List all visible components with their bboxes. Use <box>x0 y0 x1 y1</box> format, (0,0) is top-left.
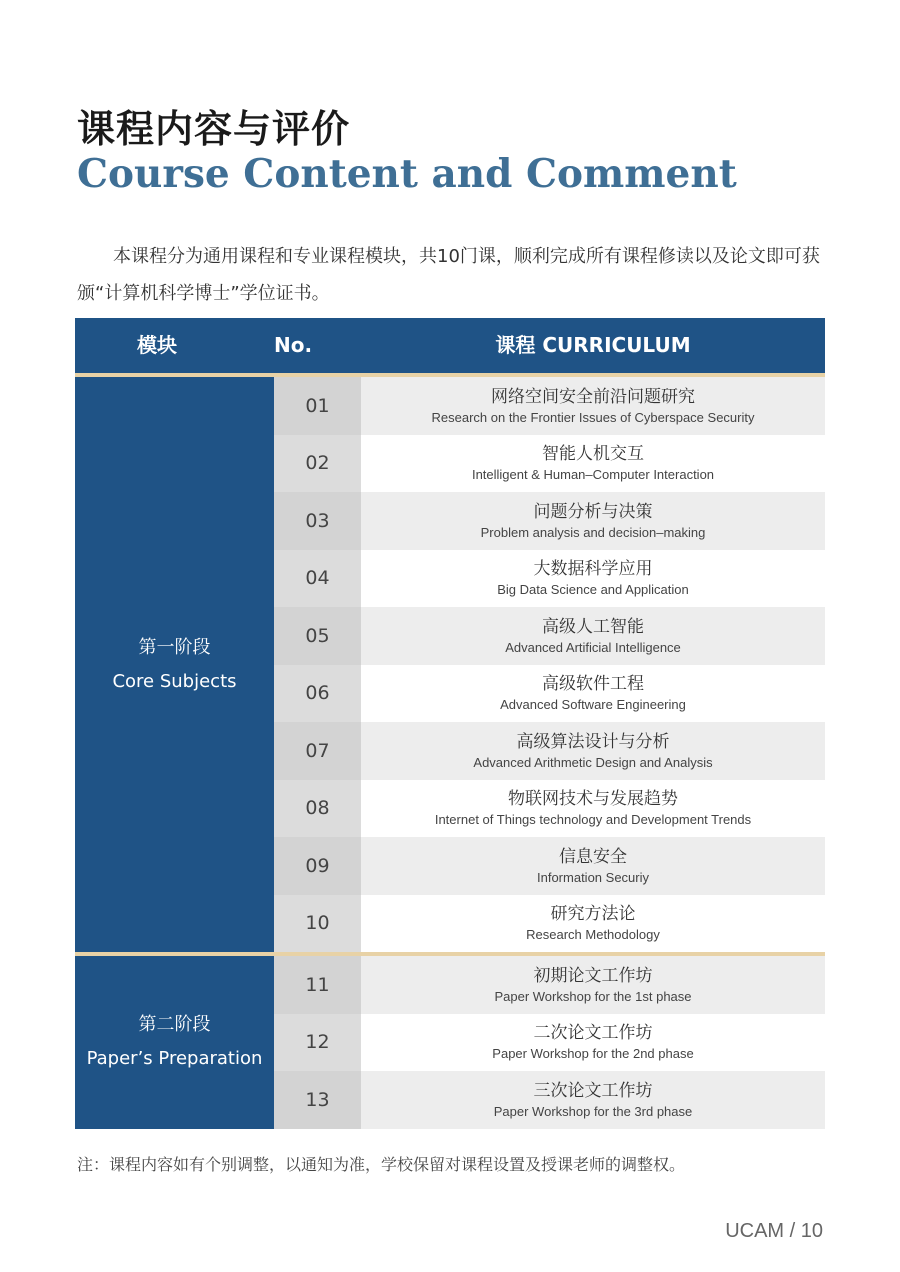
course-cell <box>361 722 825 780</box>
course-name-en: Information Securiy <box>537 869 649 885</box>
course-name-en: Advanced Software Engineering <box>500 697 686 713</box>
course-name-cn: 高级人工智能 <box>542 616 644 637</box>
row-number: 12 <box>274 1014 361 1072</box>
row-number: 03 <box>274 492 361 550</box>
course-name-cn: 大数据科学应用 <box>533 559 653 580</box>
group-label <box>75 377 274 952</box>
course-name-en: Advanced Artificial Intelligence <box>505 639 681 655</box>
group-label-cn: 第二阶段 <box>138 1014 211 1036</box>
course-cell <box>361 895 825 953</box>
table-row <box>274 837 825 895</box>
row-number: 10 <box>274 895 361 953</box>
course-name-cn: 二次论文工作坊 <box>533 1023 653 1044</box>
group-rows <box>274 956 825 1129</box>
course-name-en: Internet of Things technology and Development Trends <box>434 812 752 828</box>
course-name-en: Paper Workshop for the 1st phase <box>494 988 692 1004</box>
course-name-en: Advanced Arithmetic Design and Analysis <box>473 754 713 770</box>
table-row <box>274 1014 825 1072</box>
course-name-en: Research on the Frontier Issues of Cyberspace Security <box>431 409 755 425</box>
course-cell <box>361 665 825 723</box>
page-title-cn: 课程内容与评价 <box>77 107 351 151</box>
course-name-cn: 高级软件工程 <box>542 674 644 695</box>
table-row <box>274 435 825 493</box>
table-header <box>75 318 825 373</box>
table-row <box>274 780 825 838</box>
header-course: 课程 CURRICULUM <box>495 333 691 357</box>
course-cell <box>361 780 825 838</box>
row-number: 08 <box>274 780 361 838</box>
course-cell <box>361 492 825 550</box>
course-name-cn: 物联网技术与发展趋势 <box>508 789 678 810</box>
intro-paragraph: 本课程分为通用课程和专业课程模块，共10门课，顺利完成所有课程修读以及论文即可获颁“计算机科学博士”学位证书。 <box>77 246 820 304</box>
group-core-subjects <box>75 377 825 952</box>
course-name-cn: 信息安全 <box>559 846 627 867</box>
group-label <box>75 956 274 1129</box>
course-name-cn: 研究方法论 <box>550 904 636 925</box>
page-title-en: Course Content and Comment <box>77 151 737 197</box>
table-row <box>274 492 825 550</box>
course-name-cn: 三次论文工作坊 <box>533 1080 653 1101</box>
page-number: UCAM / 10 <box>725 1220 823 1242</box>
row-number: 05 <box>274 607 361 665</box>
row-number: 09 <box>274 837 361 895</box>
course-cell <box>361 607 825 665</box>
table-row <box>274 722 825 780</box>
table-row <box>274 895 825 953</box>
course-cell <box>361 377 825 435</box>
table-row <box>274 665 825 723</box>
course-name-en: Paper Workshop for the 3rd phase <box>493 1103 693 1119</box>
footnote: 注：课程内容如有个别调整，以通知为准，学校保留对课程设置及授课老师的调整权。 <box>77 1155 686 1174</box>
row-number: 06 <box>274 665 361 723</box>
course-name-en: Problem analysis and decision–making <box>480 524 706 540</box>
course-cell <box>361 956 825 1014</box>
table-row <box>274 550 825 608</box>
row-number: 01 <box>274 377 361 435</box>
course-cell <box>361 1014 825 1072</box>
header-no: No. <box>274 333 313 357</box>
group-label-en: Core Subjects <box>112 670 237 692</box>
course-name-cn: 问题分析与决策 <box>533 501 653 522</box>
course-name-cn: 网络空间安全前沿问题研究 <box>491 386 695 407</box>
course-cell <box>361 435 825 493</box>
course-name-cn: 初期论文工作坊 <box>533 965 653 986</box>
row-number: 13 <box>274 1071 361 1129</box>
table-row <box>274 377 825 435</box>
group-label-en: Paper’s Preparation <box>86 1048 263 1070</box>
course-name-en: Paper Workshop for the 2nd phase <box>492 1046 694 1062</box>
group-rows <box>274 377 825 952</box>
course-name-en: Big Data Science and Application <box>497 582 689 598</box>
curriculum-table <box>75 318 825 1129</box>
row-number: 07 <box>274 722 361 780</box>
header-module: 模块 <box>137 333 177 357</box>
table-row <box>274 607 825 665</box>
course-cell <box>361 550 825 608</box>
group-paper-preparation <box>75 956 825 1129</box>
course-name-en: Intelligent & Human–Computer Interaction <box>471 467 715 483</box>
table-row <box>274 1071 825 1129</box>
course-name-cn: 智能人机交互 <box>542 444 644 465</box>
row-number: 02 <box>274 435 361 493</box>
course-name-cn: 高级算法设计与分析 <box>516 731 670 752</box>
course-cell <box>361 837 825 895</box>
table-row <box>274 956 825 1014</box>
row-number: 11 <box>274 956 361 1014</box>
group-label-cn: 第一阶段 <box>138 636 211 658</box>
course-name-en: Research Methodology <box>526 927 660 943</box>
row-number: 04 <box>274 550 361 608</box>
course-cell <box>361 1071 825 1129</box>
